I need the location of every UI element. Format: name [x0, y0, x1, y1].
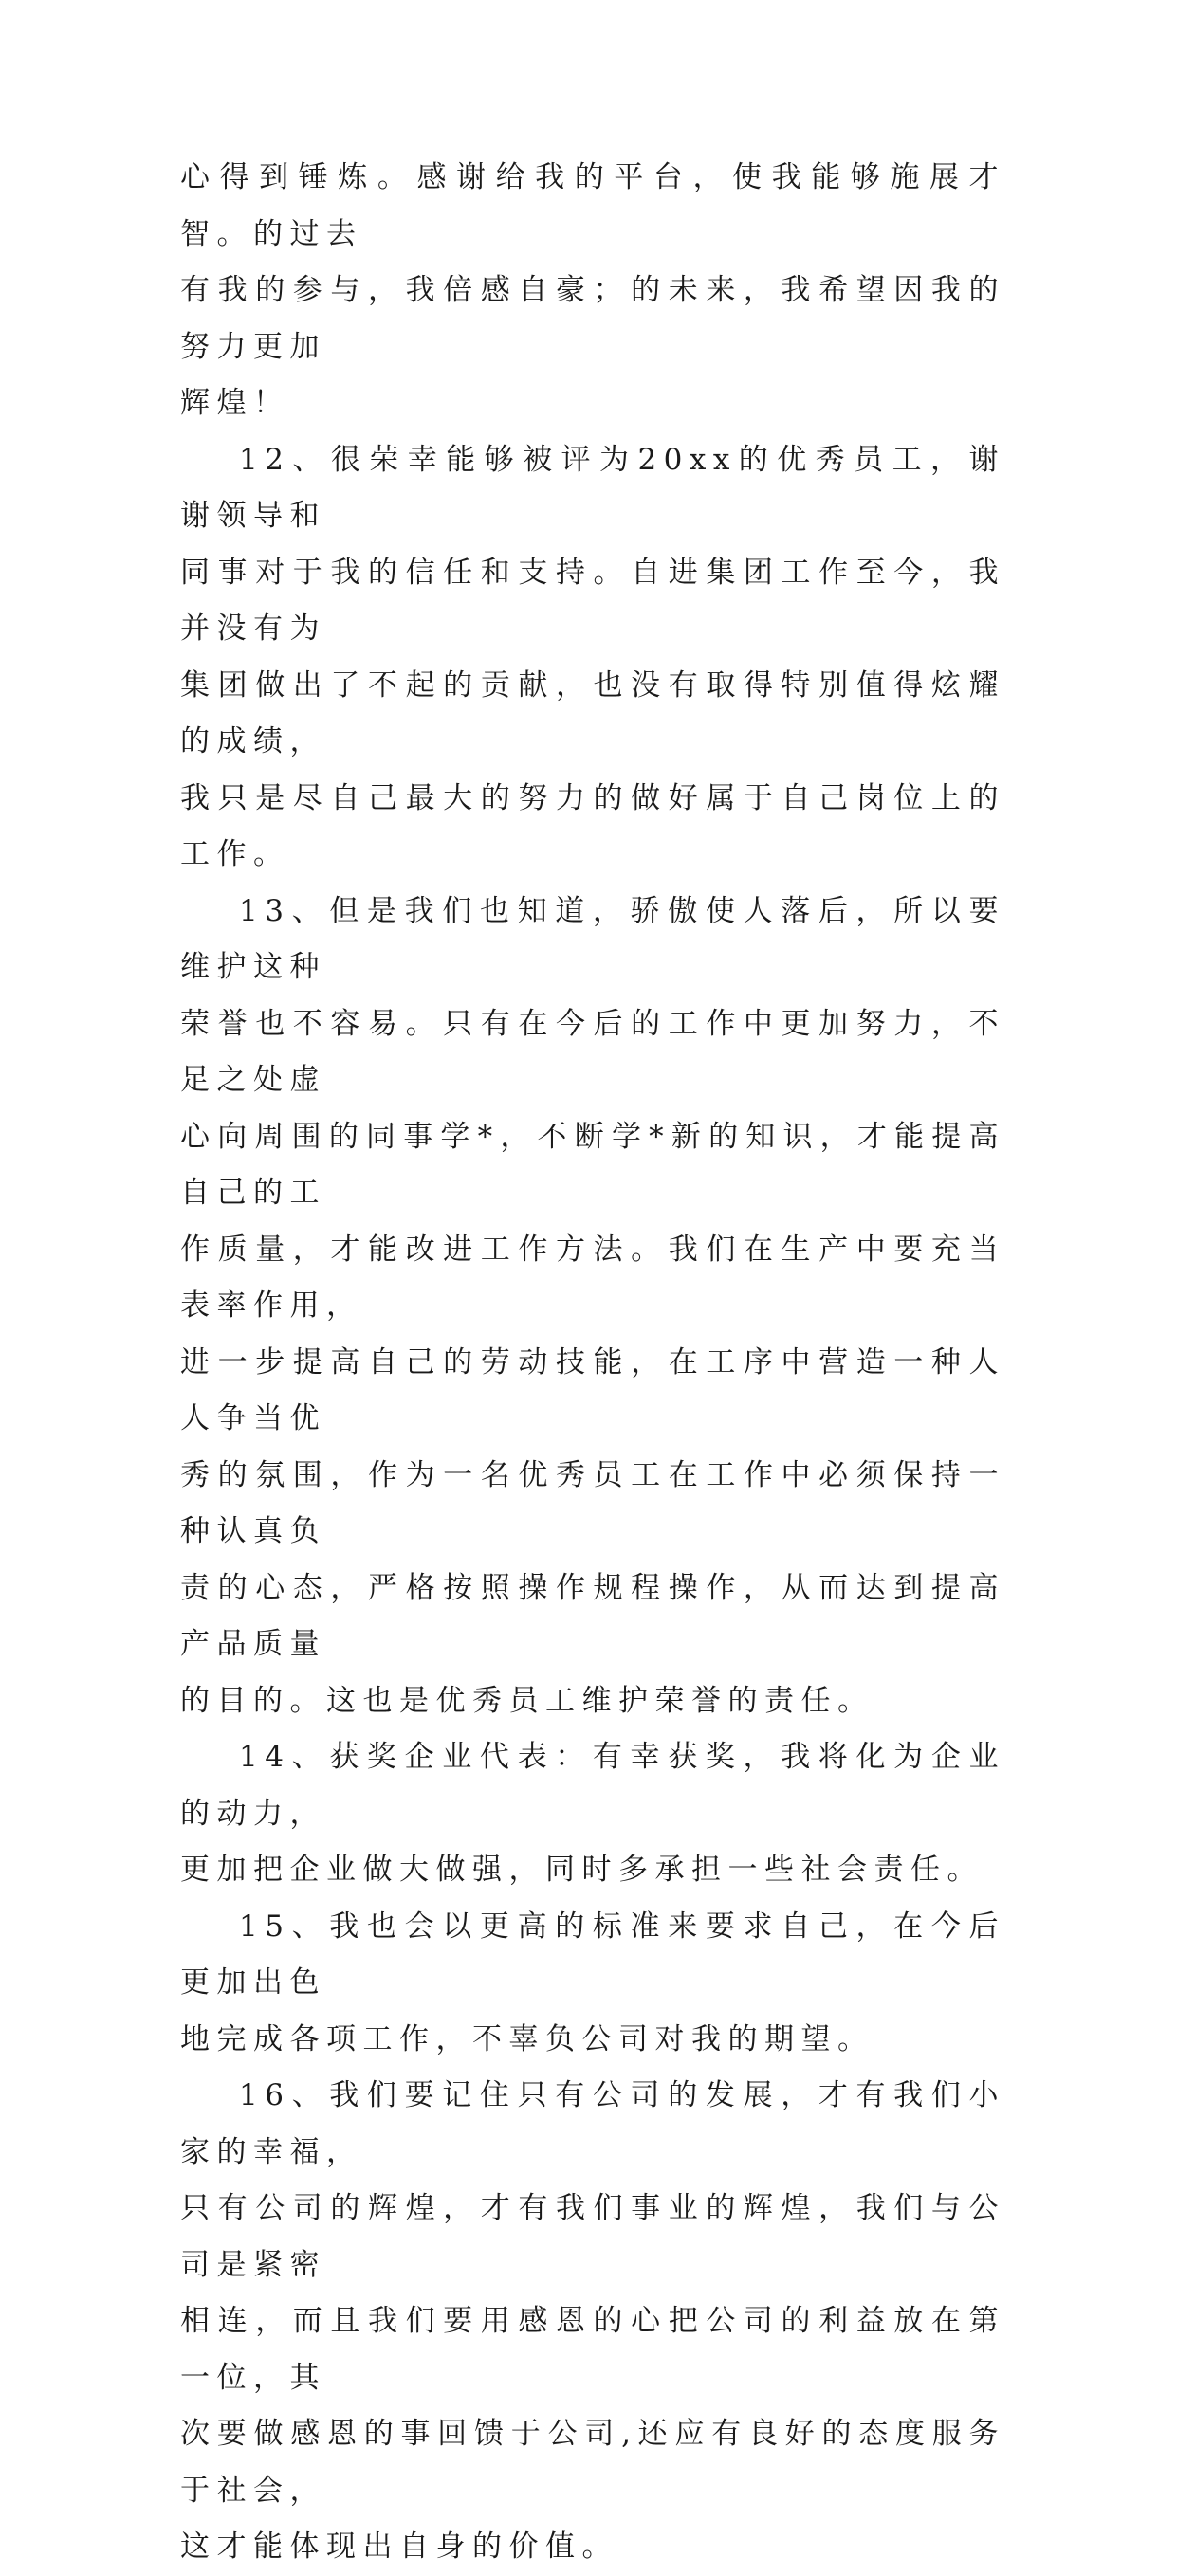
text-line: 进一步提高自己的劳动技能，在工序中营造一种人人争当优: [180, 1344, 1005, 1435]
text-line: 地完成各项工作，不辜负公司对我的期望。: [180, 2021, 874, 2056]
paragraph-12: [180, 432, 1005, 884]
text-line: 同事对于我的信任和支持。自进集团工作至今，我并没有为: [180, 555, 1005, 646]
text-line: 有我的参与，我倍感自豪；的未来，我希望因我的努力更加: [180, 273, 1005, 364]
paragraph-16: [180, 2068, 1005, 2576]
text-line: 我只是尽自己最大的努力的做好属于自己岗位上的工作。: [180, 780, 1005, 871]
text-line: 14、获奖企业代表：有幸获奖，我将化为企业的动力，: [180, 1740, 1005, 1831]
text-line: 只有公司的辉煌，才有我们事业的辉煌，我们与公司是紧密: [180, 2191, 1005, 2282]
paragraph-15: [180, 1899, 1005, 2069]
text-line: 辉煌！: [180, 386, 290, 420]
paragraph-14: [180, 1729, 1005, 1899]
text-line: 心向周围的同事学*，不断学*新的知识，才能提高自己的工: [180, 1119, 1005, 1210]
paragraph-11-continued: [180, 150, 1005, 432]
text-line: 16、我们要记住只有公司的发展，才有我们小家的幸福，: [180, 2078, 1005, 2169]
text-line: 次要做感恩的事回馈于公司,还应有良好的态度服务于社会，: [180, 2417, 1005, 2508]
text-line: 荣誉也不容易。只有在今后的工作中更加努力，不足之处虚: [180, 1006, 1005, 1097]
text-line: 相连，而且我们要用感恩的心把公司的利益放在第一位，其: [180, 2304, 1005, 2395]
text-line: 这才能体现出自身的价值。: [180, 2530, 618, 2564]
text-line: 更加把企业做大做强，同时多承担一些社会责任。: [180, 1853, 984, 1887]
text-line: 心得到锤炼。感谢给我的平台，使我能够施展才智。的过去: [180, 160, 1005, 251]
text-line: 秀的氛围，作为一名优秀员工在工作中必须保持一种认真负: [180, 1457, 1005, 1548]
text-line: 的目的。这也是优秀员工维护荣誉的责任。: [180, 1683, 874, 1718]
document-body: [180, 150, 1005, 2576]
text-line: 责的心态，严格按照操作规程操作，从而达到提高产品质量: [180, 1570, 1005, 1661]
text-line: 13、但是我们也知道，骄傲使人落后，所以要维护这种: [180, 893, 1005, 984]
text-line: 15、我也会以更高的标准来要求自己，在今后更加出色: [180, 1909, 1005, 2000]
text-line: 集团做出了不起的贡献，也没有取得特别值得炫耀的成绩，: [180, 667, 1005, 758]
paragraph-13: [180, 884, 1005, 1730]
text-line: 作质量，才能改进工作方法。我们在生产中要充当表率作用，: [180, 1232, 1005, 1323]
text-line: 12、很荣幸能够被评为20xx的优秀员工，谢谢领导和: [180, 442, 1005, 533]
